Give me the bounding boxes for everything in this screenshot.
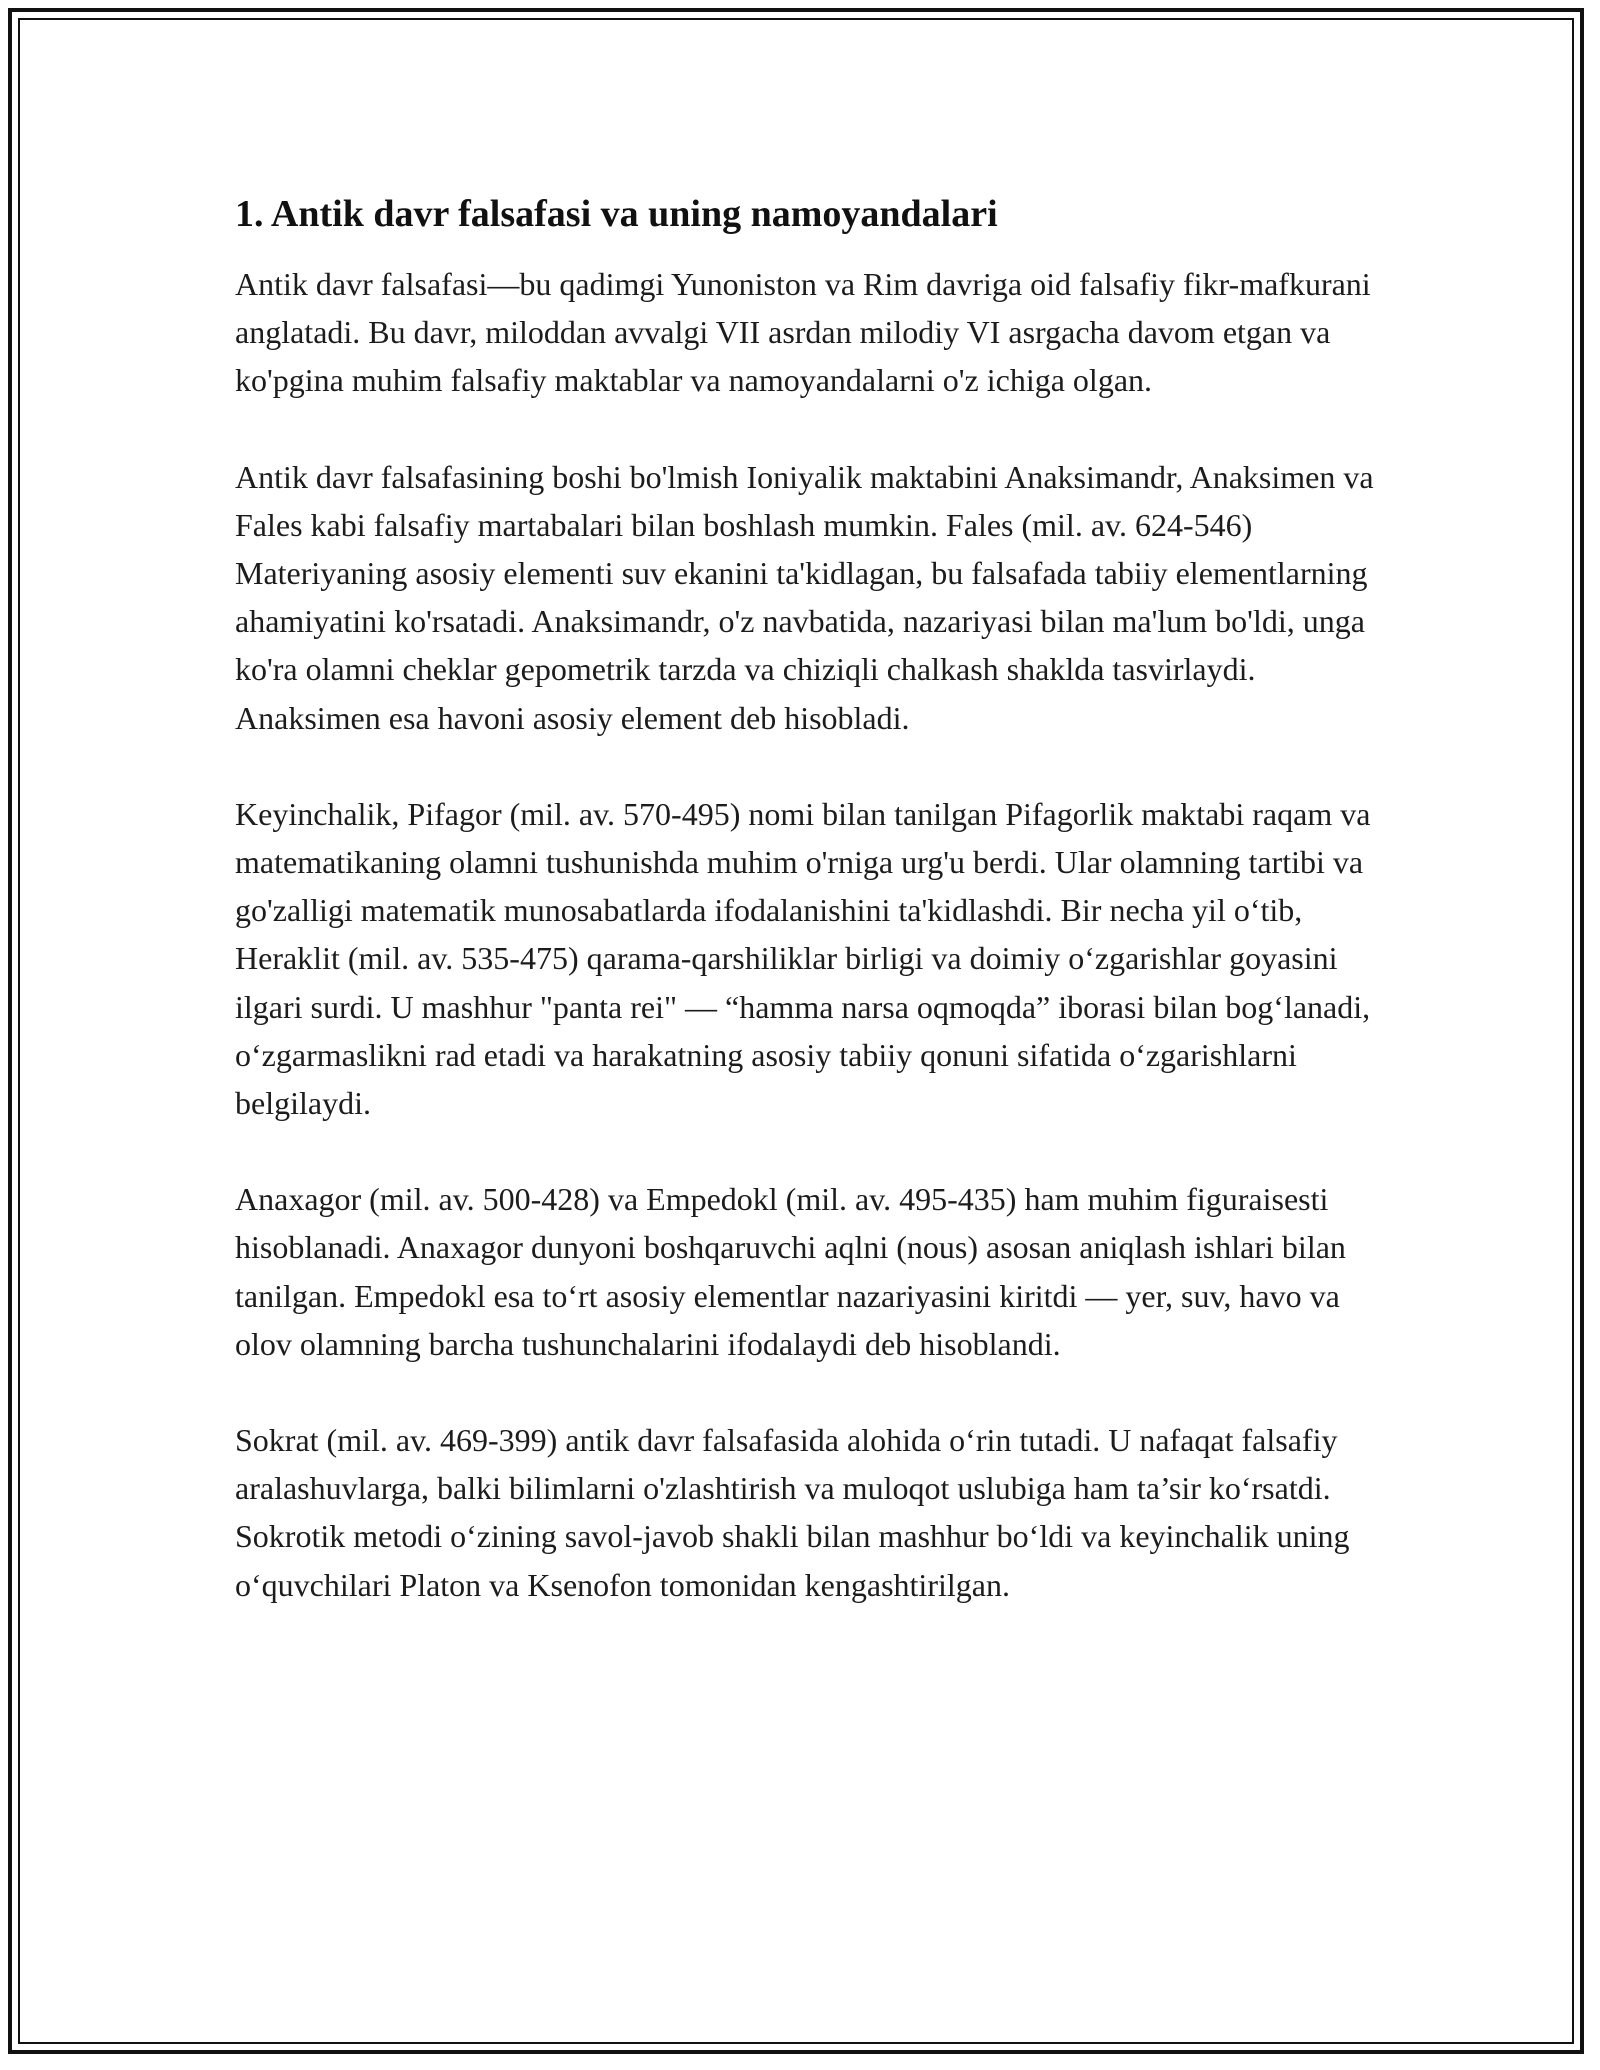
document-body: [235, 186, 1375, 1657]
paragraph-pythagoras-heraclitus: Keyinchalik, Pifagor (mil. av. 570-495) nomi bilan tanilgan Pifagorlik maktabi raqam va matematikaning olamni tushunishda muhim o'rniga urg'u berdi. Ular olamning tartibi va go'zalligi matematik munosabatlarda ifodalanishini ta'kidlashdi. Bir necha yil o‘tib, Heraklit (mil. av. 535-475) qarama-qarshiliklar birligi va doimiy o‘zgarishlar goyasini ilgari surdi. U mashhur "panta rei" — “hamma narsa oqmoqda” iborasi bilan bog‘lanadi, o‘zgarmaslikni rad etadi va harakatning asosiy tabiiy qonuni sifatida o‘zgarishlarni belgilaydi.: [235, 795, 1371, 1122]
paragraph-ionian-school: Antik davr falsafasining boshi bo'lmish Ioniyalik maktabini Anaksimandr, Anaksimen va Fales kabi falsafiy martabalari bilan boshlash mumkin. Fales (mil. av. 624-546) Materiyaning asosiy elementi suv ekanini ta'kidlagan, bu falsafada tabiiy elementlarning ahamiyatini ko'rsatadi. Anaksimandr, o'z navbatida, nazariyasi bilan ma'lum bo'ldi, unga ko'ra olamni cheklar gepometrik tarzda va chiziqli chalkash shaklda tasvirlaydi. Anaksimen esa havoni asosiy element deb hisobladi.: [235, 458, 1374, 736]
section-title: 1. Antik davr falsafasi va uning namoyandalari: [235, 193, 998, 235]
paragraph-socrates: Sokrat (mil. av. 469-399) antik davr falsafasida alohida o‘rin tutadi. U nafaqat falsafiy aralashuvlarga, balki bilimlarni o'zlashtirish va muloqot uslubiga ham ta’sir ko‘rsatdi. Sokrotik metodi o‘zining savol-javob shakli bilan mashhur bo‘ldi va keyinchalik uning o‘quvchilari Platon va Ksenofon tomonidan kengashtirilgan.: [235, 1422, 1350, 1603]
paragraph-intro: Antik davr falsafasi—bu qadimgi Yunoniston va Rim davriga oid falsafiy fikr-mafkurani anglatadi. Bu davr, miloddan avvalgi VII asrdan milodiy VI asrgacha davom etgan va ko'pgina muhim falsafiy maktablar va namoyandalarni o'z ichiga olgan.: [235, 266, 1371, 399]
paragraph-anaxagoras-empedocles: Anaxagor (mil. av. 500-428) va Empedokl (mil. av. 495-435) ham muhim figuraisesti hisoblanadi. Anaxagor dunyoni boshqaruvchi aqlni (nous) asosan aniqlash ishlari bilan tanilgan. Empedokl esa to‘rt asosiy elementlar nazariyasini kiritdi — yer, suv, havo va olov olamning barcha tushunchalarini ifodalaydi deb hisoblandi.: [235, 1181, 1346, 1362]
